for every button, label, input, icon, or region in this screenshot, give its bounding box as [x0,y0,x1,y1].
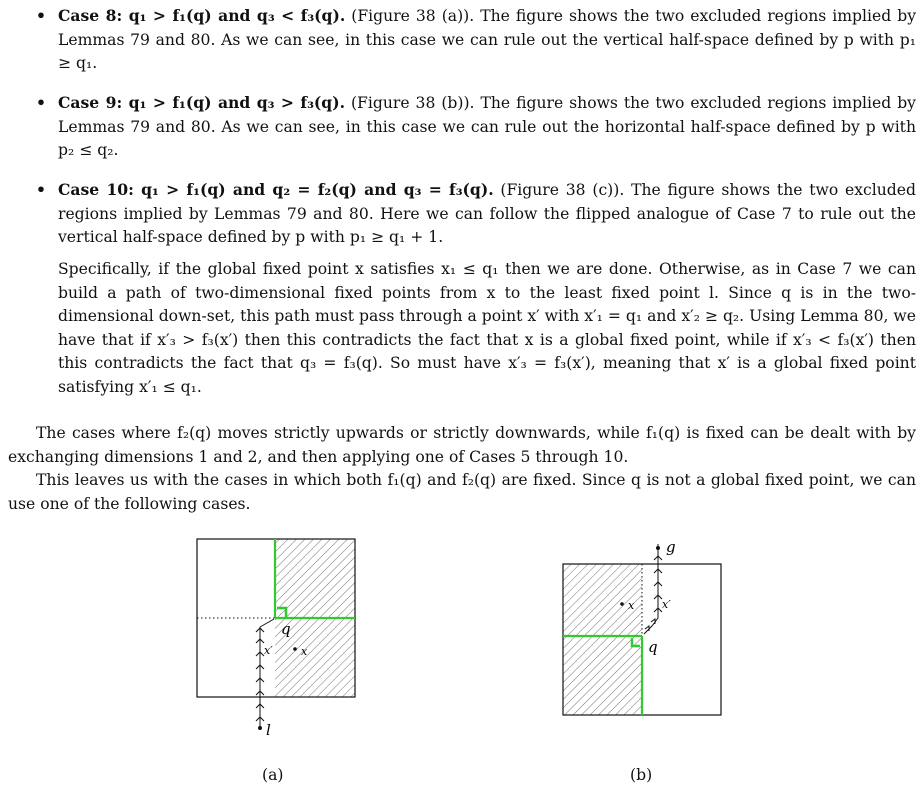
point-x [293,647,297,651]
label-q: q [281,620,291,638]
case-10-item [36,178,916,250]
label-x: x [301,645,308,658]
point-l [258,726,262,730]
excluded-region [563,564,642,715]
case-9-item [36,91,916,163]
bullet-marker: • [36,6,46,25]
bullet-marker: • [36,180,46,199]
point-x [620,602,624,606]
paragraph-exchange-dimensions: The cases where f₂(q) moves strictly upwards or strictly downwards, while f₁(q) is fixed can be dealt with by exchanging dimensions 1 and 2, and then applying one of Cases 5 through 10. [8,424,916,466]
case-10-title: Case 10: q₁ > f₁(q) and q₂ = f₂(q) and q₃ = f₃(q). [58,180,494,199]
label-q: q [648,638,658,656]
label-l: l [266,721,271,739]
point-g [656,546,660,550]
caption-b: (b) [630,766,653,784]
label-x-prime: x′ [662,598,671,611]
case-9-body: (Figure 38 (b)). The figure shows the two excluded regions implied by Lemmas 79 and 80. As we can see, in this case we can rule out the horizontal half-space defined by p with p₂ ≤ q₂. [58,94,916,159]
case-8-item [36,4,916,76]
figure-a [180,528,380,748]
figure-b [548,536,748,736]
case-9-title: Case 9: q₁ > f₁(q) and q₃ > f₃(q). [58,93,345,112]
label-x: x [628,599,635,612]
case-8-body: (Figure 38 (a)). The figure shows the two excluded regions implied by Lemmas 79 and 80. As we can see, in this case we can rule out the vertical half-space defined by p with p₁ ≥ q₁. [58,7,916,72]
caption-a: (a) [262,766,284,784]
fixed-point-path [260,619,274,627]
case-8-title: Case 8: q₁ > f₁(q) and q₃ < f₃(q). [58,6,346,25]
bullet-marker: • [36,93,46,112]
label-g: g [666,538,676,556]
path-arrows [645,556,662,631]
paragraph-both-fixed: This leaves us with the cases in which both f₁(q) and f₂(q) are fixed. Since q is not a global fixed point, we can use one of the following cases. [8,471,916,513]
label-x-prime: x′ [264,644,273,657]
case-10-body: (Figure 38 (c)). The figure shows the two excluded regions implied by Lemmas 79 and 80. Here we can follow the flipped analogue of Case 7 to rule out the vertical half-space defined by p with p₁ ≥ q₁ + 1. [58,181,916,246]
case-10-detail: Specifically, if the global fixed point x satisfies x₁ ≤ q₁ then we are done. Otherwise, as in Case 7 we can build a path of two-dimensional fixed points from x to the least fixed point l. Since q is in the two-dimensional down-set, this path must pass through a point x′ with x′₁ = q₁ and x′₂ ≥ q₂. Using Lemma 80, we have that if x′₃ > f₃(x′) then this contradicts the fact that x is a global fixed point, while if x′₃ < f₃(x′) then this contradicts the fact that q₃ = f₃(q). So must have x′₃ = f₃(x′), meaning that x′ is a global fixed point satisfying x′₁ ≤ q₁. [58,260,916,396]
